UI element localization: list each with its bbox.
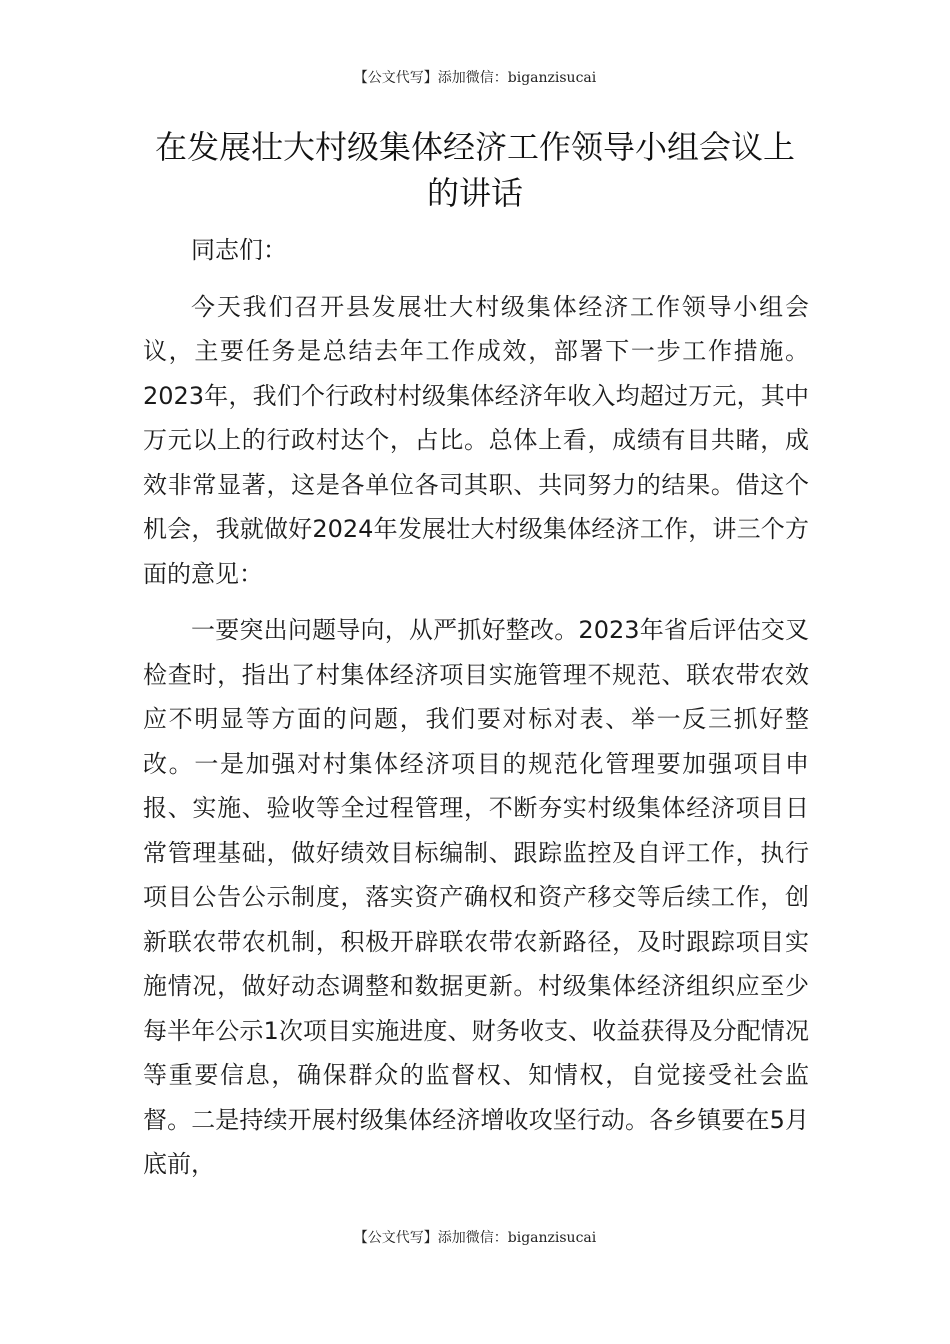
paragraph-intro: 今天我们召开县发展壮大村级集体经济工作领导小组会议，主要任务是总结去年工作成效，部署下一步工作措施。2023年，我们个行政村村级集体经济年收入均超过万元，其中万元以上的行政村达个，占比。总体上看，成绩有目共睹，成效非常显著，这是各单位各司其职、共同努力的结果。借这个机会，我就做好2024年发展壮大村级集体经济工作，讲三个方面的意见：	[143, 292, 809, 588]
salutation: 同志们：	[191, 236, 287, 264]
header-watermark-note: 【公文代写】添加微信：biganzisucai	[353, 70, 597, 86]
paragraph-section-one: 一要突出问题导向，从严抓好整改。2023年省后评估交叉检查时，指出了村集体经济项目实施管理不规范、联农带农效应不明显等方面的问题，我们要对标对表、举一反三抓好整改。一是加强对村集体经济项目的规范化管理要加强项目申报、实施、验收等全过程管理，不断夯实村级集体经济项目日常管理基础，做好绩效目标编制、跟踪监控及自评工作，执行项目公告公示制度，落实资产确权和资产移交等后续工作，创新联农带农机制，积极开辟联农带农新路径，及时跟踪项目实施情况，做好动态调整和数据更新。村级集体经济组织应至少每半年公示1次项目实施进度、财务收支、收益获得及分配情况等重要信息，确保群众的监督权、知情权，自觉接受社会监督。二是持续开展村级集体经济增收攻坚行动。各乡镇要在5月底前，	[143, 616, 809, 1178]
document-body	[143, 228, 809, 1199]
document-title: 在发展壮大村级集体经济工作领导小组会议上的讲话	[154, 128, 795, 212]
footer-watermark-note: 【公文代写】添加微信：biganzisucai	[353, 1230, 597, 1246]
